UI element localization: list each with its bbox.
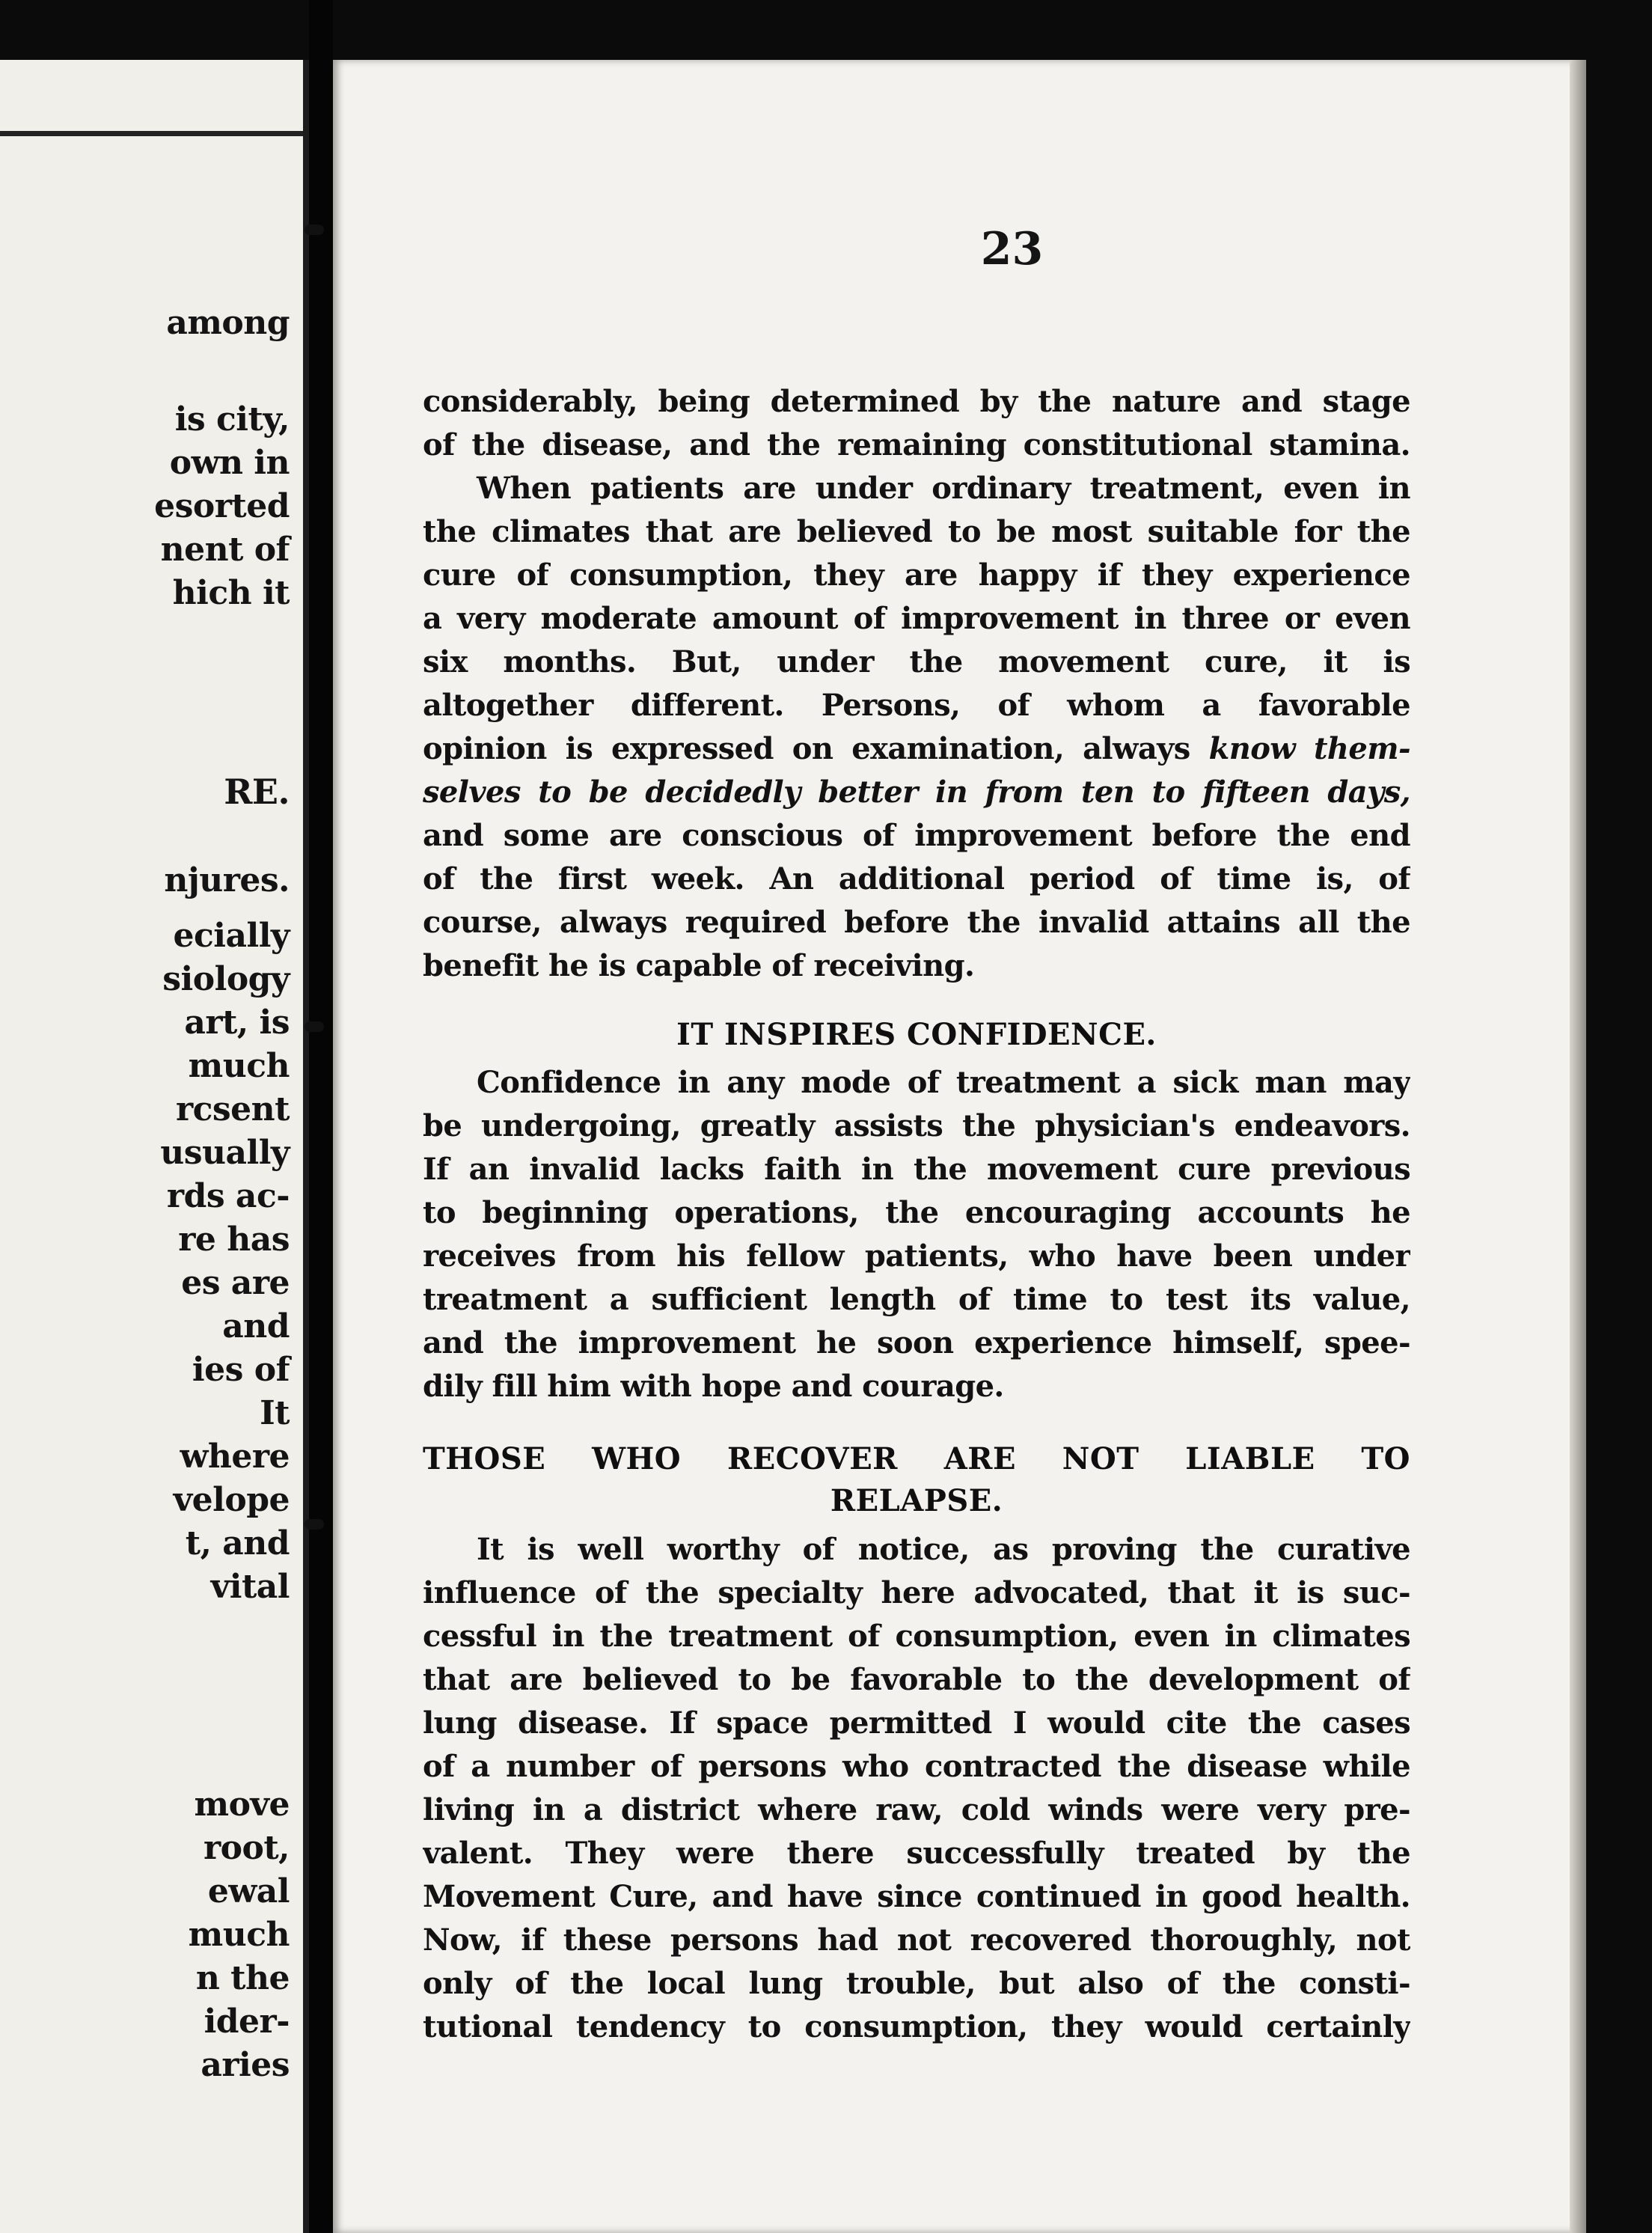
page-number: 23 bbox=[980, 223, 1044, 275]
previous-page-line: is city, bbox=[174, 400, 290, 439]
previous-page-line: t, and bbox=[185, 1524, 290, 1563]
paragraph bbox=[423, 1061, 1410, 1408]
paragraph bbox=[423, 380, 1410, 467]
text-line: the climates that are believed to be most suitable for the bbox=[423, 514, 1410, 549]
text-line: living in a district where raw, cold winds were very pre- bbox=[423, 1792, 1410, 1827]
text-line: cessful in the treatment of consumption, even in climates bbox=[423, 1619, 1410, 1654]
book-page bbox=[333, 60, 1586, 2233]
text-line: treatment a sufficient length of time to test its value, bbox=[423, 1282, 1410, 1317]
emphasized-text: selves to be decidedly better in from ten to fifteen days, bbox=[423, 775, 1410, 810]
previous-page-fragment bbox=[0, 60, 309, 2233]
previous-page-line: es are bbox=[181, 1264, 290, 1302]
text-line: Confidence in any mode of treatment a sick man may bbox=[477, 1065, 1410, 1100]
text-line: and some are conscious of improvement before the end bbox=[423, 818, 1410, 853]
previous-page-line: njures. bbox=[164, 861, 290, 899]
previous-page-line: move bbox=[194, 1786, 290, 1824]
previous-page-line: velope bbox=[173, 1481, 290, 1519]
previous-page-line: rcsent bbox=[175, 1090, 290, 1128]
previous-page-line: ecially bbox=[173, 917, 290, 955]
text-line: altogether different. Persons, of whom a favorable bbox=[423, 688, 1410, 723]
paragraph bbox=[423, 467, 1410, 988]
previous-page-line: aries bbox=[201, 2046, 290, 2084]
section-heading-line: RELAPSE. bbox=[830, 1483, 1003, 1518]
text-line: only of the local lung trouble, but also of the consti- bbox=[423, 1966, 1410, 2001]
text-line: of the disease, and the remaining constitutional stamina. bbox=[423, 427, 1410, 462]
text-line: of a number of persons who contracted the disease while bbox=[423, 1749, 1410, 1784]
previous-page-line: art, is bbox=[184, 1004, 290, 1042]
text-line: and the improvement he soon experience himself, spee- bbox=[423, 1325, 1410, 1360]
text-line: tutional tendency to consumption, they would certainly bbox=[423, 2009, 1410, 2044]
text-line: It is well worthy of notice, as proving the curative bbox=[477, 1532, 1410, 1567]
text-line: When patients are under ordinary treatment, even in bbox=[477, 471, 1410, 506]
previous-page-line: ewal bbox=[207, 1872, 290, 1910]
text-line: cure of consumption, they are happy if they experience bbox=[423, 558, 1410, 593]
text-line: a very moderate amount of improvement in three or even bbox=[423, 601, 1410, 636]
previous-page-line: rds ac- bbox=[166, 1177, 290, 1215]
previous-page-line: nent of bbox=[160, 531, 290, 569]
text-line: to beginning operations, the encouraging accounts he bbox=[423, 1195, 1410, 1230]
binding-tack bbox=[305, 1021, 324, 1032]
previous-page-line: and bbox=[222, 1307, 290, 1345]
text-line bbox=[423, 727, 1410, 771]
section-heading-line: THOSE WHO RECOVER ARE NOT LIABLE TO bbox=[423, 1441, 1410, 1476]
main-text bbox=[423, 380, 1410, 2049]
previous-page-line: ider- bbox=[204, 2003, 290, 2041]
page-top-edge bbox=[0, 60, 303, 136]
text-line: influence of the specialty here advocated, that it is suc- bbox=[423, 1575, 1410, 1610]
previous-page-line: vital bbox=[210, 1568, 290, 1606]
text-line: lung disease. If space permitted I would cite the cases bbox=[423, 1705, 1410, 1741]
text-line: be undergoing, greatly assists the physician's endeavors. bbox=[423, 1108, 1410, 1143]
previous-page-line: ies of bbox=[192, 1351, 290, 1389]
text-line: valent. They were there successfully treated by the bbox=[423, 1836, 1410, 1871]
text-line: Now, if these persons had not recovered thoroughly, not bbox=[423, 1922, 1410, 1958]
previous-page-line: where bbox=[180, 1438, 290, 1476]
text-line: Movement Cure, and have since continued in good health. bbox=[423, 1879, 1410, 1914]
previous-page-line: n the bbox=[195, 1959, 290, 1997]
page-right-edge bbox=[1570, 60, 1586, 2233]
text-line: of the first week. An additional period of time is, of bbox=[423, 861, 1410, 896]
previous-page-line: re has bbox=[178, 1221, 290, 1259]
previous-page-line: hich it bbox=[172, 574, 290, 612]
previous-page-line: root, bbox=[203, 1829, 290, 1867]
previous-page-line: esorted bbox=[154, 487, 290, 525]
text-line: considerably, being determined by the nature and stage bbox=[423, 384, 1410, 419]
previous-page-line: RE. bbox=[224, 772, 290, 812]
text-segment: opinion is expressed on examination, always bbox=[423, 731, 1190, 766]
previous-page-line: usually bbox=[160, 1134, 290, 1172]
text-line: that are believed to be favorable to the development of bbox=[423, 1662, 1410, 1697]
section-heading bbox=[423, 1438, 1410, 1522]
binding-tack bbox=[305, 224, 324, 235]
text-line: If an invalid lacks faith in the movement cure previous bbox=[423, 1152, 1410, 1187]
text-line: benefit he is capable of receiving. bbox=[423, 948, 975, 983]
previous-page-line: among bbox=[166, 304, 290, 342]
paragraph bbox=[423, 1528, 1410, 2049]
previous-page-line: much bbox=[188, 1047, 290, 1085]
text-line: course, always required before the invalid attains all the bbox=[423, 905, 1410, 940]
previous-page-line: much bbox=[188, 1916, 290, 1954]
previous-page-line: It bbox=[260, 1394, 290, 1432]
emphasized-text: know them- bbox=[1208, 731, 1410, 766]
text-line: receives from his fellow patients, who have been under bbox=[423, 1238, 1410, 1274]
previous-page-line: own in bbox=[169, 444, 290, 482]
binding-tack bbox=[305, 1519, 324, 1530]
text-line: dily fill him with hope and courage. bbox=[423, 1369, 1004, 1404]
previous-page-line: siology bbox=[162, 960, 290, 998]
book-binding-gutter bbox=[309, 0, 333, 2233]
text-line: six months. But, under the movement cure, it is bbox=[423, 644, 1410, 679]
section-heading: IT INSPIRES CONFIDENCE. bbox=[676, 1017, 1157, 1052]
